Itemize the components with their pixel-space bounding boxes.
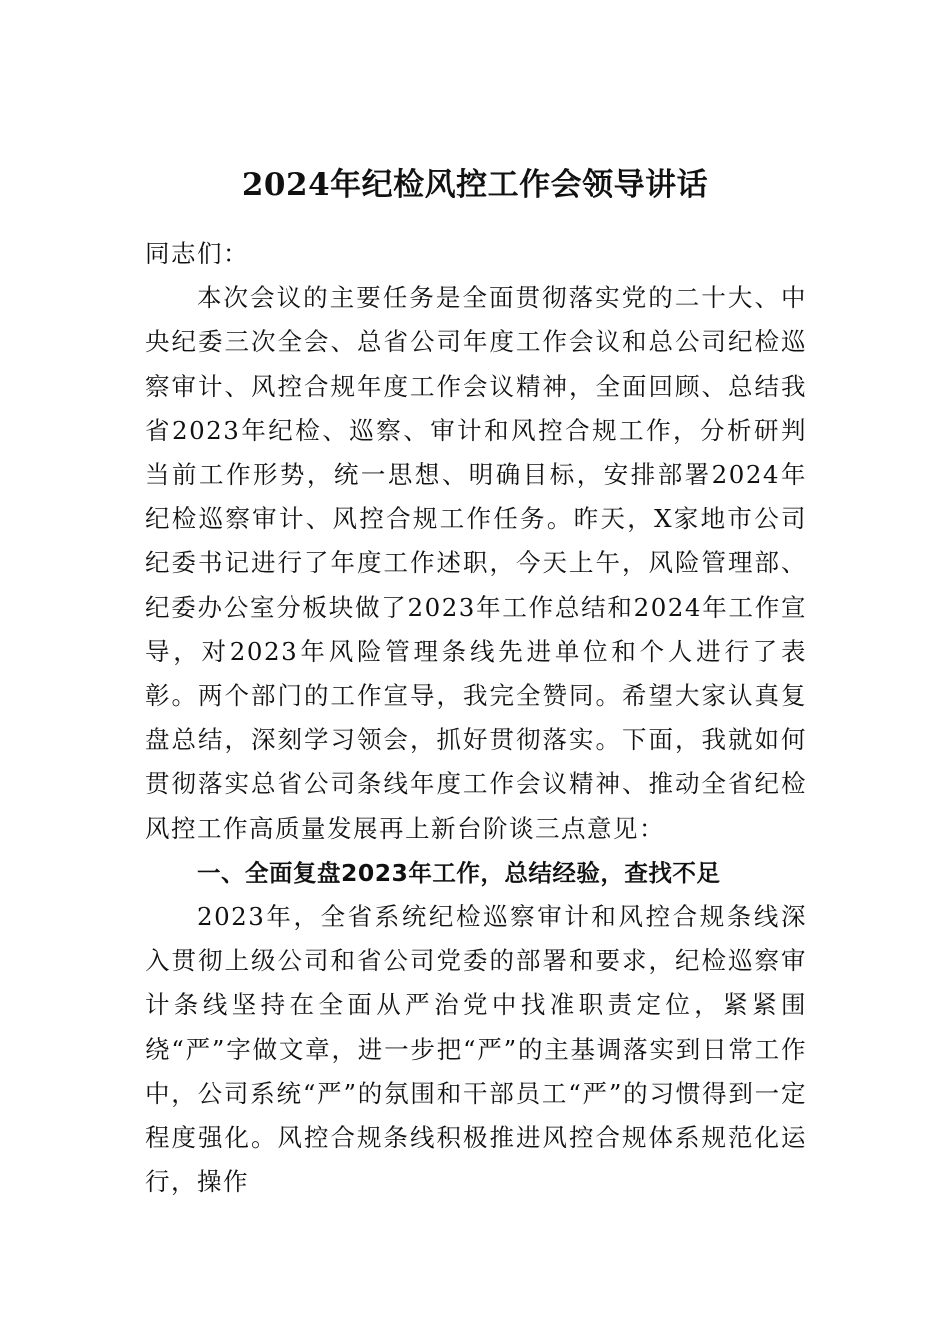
section-heading-1: 一、全面复盘2023年工作，总结经验，查找不足 — [197, 858, 721, 887]
paragraph-review: 2023年，全省系统纪检巡察审计和风控合规条线深入贯彻上级公司和省公司党委的部署和要求，纪检巡察审计条线坚持在全面从严治党中找准职责定位，紧紧围绕“严”字做文章，进一步把“严”的主基调落实到日常工作中，公司系统“严”的氛围和干部员工“严”的习惯得到一定程度强化。风控合规条线积极推进风控合规体系规范化运行，操作 — [145, 902, 807, 1197]
salutation: 同志们： — [145, 239, 249, 268]
document-body — [145, 232, 807, 1204]
document-title: 2024年纪检风控工作会领导讲话 — [241, 167, 709, 203]
paragraph-intro: 本次会议的主要任务是全面贯彻落实党的二十大、中央纪委三次全会、总省公司年度工作会议和总公司纪检巡察审计、风控合规年度工作会议精神，全面回顾、总结我省2023年纪检、巡察、审计和风控合规工作，分析研判当前工作形势，统一思想、明确目标，安排部署2024年纪检巡察审计、风控合规工作任务。昨天，X家地市公司纪委书记进行了年度工作述职，今天上午，风险管理部、纪委办公室分板块做了2023年工作总结和2024年工作宣导，对2023年风险管理条线先进单位和个人进行了表彰。两个部门的工作宣导，我完全赞同。希望大家认真复盘总结，深刻学习领会，抓好贯彻落实。下面，我就如何贯彻落实总省公司条线年度工作会议精神、推动全省纪检风控工作高质量发展再上新台阶谈三点意见： — [145, 283, 807, 843]
